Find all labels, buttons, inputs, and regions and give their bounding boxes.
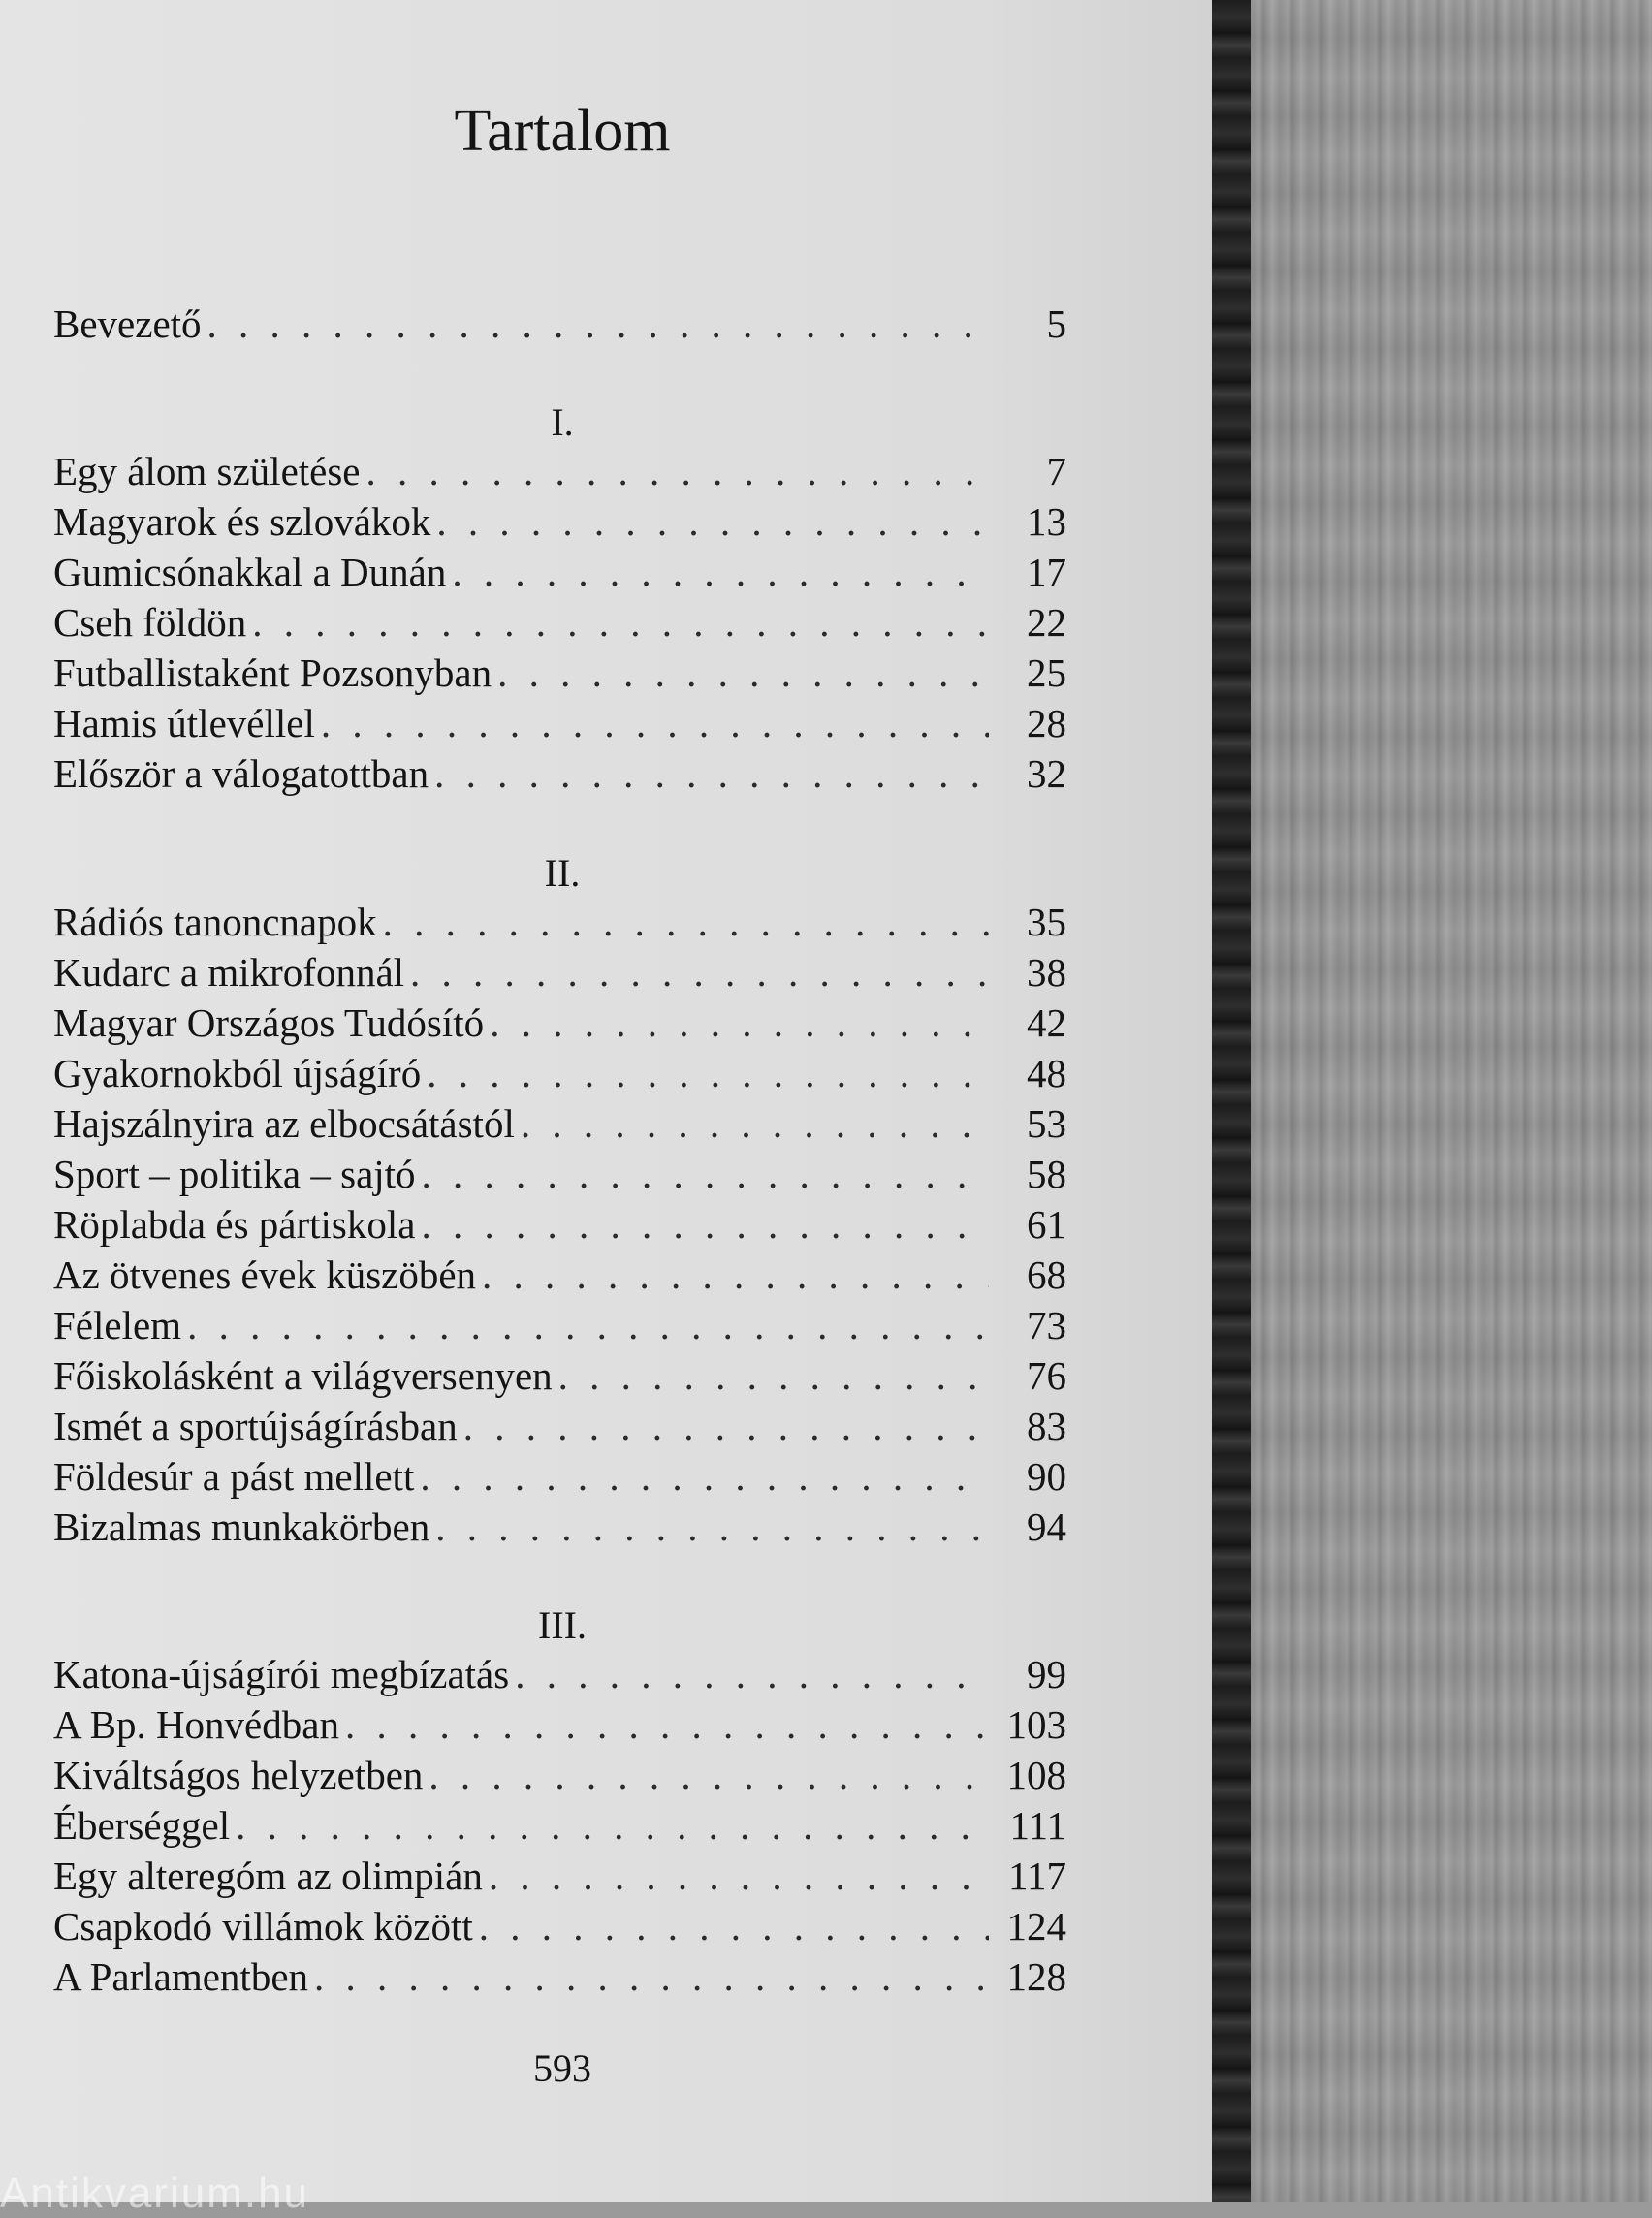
toc-leader-dots — [463, 1403, 989, 1449]
toc-entry-title: Csapkodó villámok között — [53, 1904, 473, 1949]
toc-entry — [53, 1352, 1066, 1403]
toc-entry — [53, 1100, 1066, 1151]
toc-entry-page: 94 — [1027, 1505, 1066, 1549]
toc-entry-title: Egy alteregóm az olimpián — [53, 1854, 483, 1898]
toc-entry — [53, 899, 1066, 949]
page-title: Tartalom — [454, 98, 671, 164]
toc-leader-dots — [490, 999, 989, 1046]
toc-entry — [53, 700, 1066, 750]
toc-leader-dots — [452, 549, 989, 595]
toc-entry-title: A Parlamentben — [53, 1954, 309, 1999]
toc-entry — [53, 549, 1066, 599]
toc-entry-title: Egy álom születése — [53, 449, 361, 493]
toc-leader-dots — [427, 1050, 989, 1096]
toc-entry-title: Magyarok és szlovákok — [53, 499, 431, 544]
toc-entry-page: 17 — [1027, 550, 1066, 594]
toc-leader-dots — [236, 1802, 989, 1849]
toc-entry-title: Cseh földön — [53, 600, 247, 645]
toc-entry-page: 61 — [1027, 1202, 1066, 1247]
watermark: Antikvarium.hu — [0, 2170, 310, 2217]
toc-entry-page: 111 — [1009, 1803, 1066, 1848]
toc-entry-page: 124 — [1006, 1904, 1066, 1949]
toc-entry-title: Katona-újságírói megbízatás — [53, 1652, 510, 1696]
toc-leader-dots — [436, 498, 989, 545]
toc-entry-page: 25 — [1027, 650, 1066, 695]
book-cover — [1251, 0, 1652, 2202]
toc-entry-page: 28 — [1027, 701, 1066, 745]
toc-leader-dots — [489, 1853, 989, 1899]
toc-entry-page: 90 — [1027, 1454, 1066, 1499]
toc-entry-page: 22 — [1027, 600, 1066, 645]
toc-entry-title: Kudarc a mikrofonnál — [53, 950, 405, 995]
toc-entry — [53, 999, 1066, 1050]
toc-leader-dots — [252, 599, 989, 646]
toc-entry-page: 13 — [1027, 499, 1066, 544]
toc-leader-dots — [479, 1903, 989, 1949]
toc-entry-page: 35 — [1027, 900, 1066, 944]
toc-leader-dots — [429, 1752, 989, 1798]
toc-entry-title: Rádiós tanoncnapok — [53, 900, 377, 944]
toc-entry-title: Hamis útlevéllel — [53, 701, 315, 745]
toc-entry — [53, 301, 1066, 351]
toc-entry — [53, 650, 1066, 700]
toc-leader-dots — [420, 1453, 989, 1500]
toc-entry-title: Földesúr a pást mellett — [53, 1454, 415, 1499]
toc-entry-page: 128 — [1006, 1954, 1066, 1999]
toc-entry-page: 38 — [1027, 950, 1066, 995]
toc-entry — [53, 1252, 1066, 1302]
toc-entry — [53, 1853, 1066, 1903]
toc-entry-page: 108 — [1006, 1753, 1066, 1797]
toc-leader-dots — [207, 301, 989, 347]
toc-entry-page: 68 — [1027, 1252, 1066, 1297]
toc-entry-page: 76 — [1027, 1353, 1066, 1398]
toc-entry — [53, 1651, 1066, 1701]
toc-entry-page: 53 — [1027, 1101, 1066, 1146]
toc-entry — [53, 498, 1066, 549]
toc-entry-page: 5 — [1046, 301, 1066, 346]
section-heading-2: II. — [544, 851, 581, 895]
toc-entry-title: Félelem — [53, 1303, 182, 1347]
toc-leader-dots — [421, 1201, 989, 1248]
toc-entry — [53, 949, 1066, 999]
toc-entry — [53, 1151, 1066, 1201]
toc-entry-page: 7 — [1046, 449, 1066, 493]
toc-entry-title: Kiváltságos helyzetben — [53, 1753, 424, 1797]
toc-leader-dots — [366, 448, 989, 494]
toc-leader-dots — [515, 1651, 989, 1697]
toc-entry-title: Sport – politika – sajtó — [53, 1152, 416, 1196]
toc-entry — [53, 1903, 1066, 1953]
toc-entry-title: A Bp. Honvédban — [53, 1702, 339, 1747]
toc-entry — [53, 1201, 1066, 1252]
toc-leader-dots — [497, 650, 989, 696]
toc-entry-page: 48 — [1027, 1051, 1066, 1095]
toc-entry-title: Főiskolásként a világversenyen — [53, 1353, 553, 1398]
toc-leader-dots — [410, 949, 989, 996]
toc-leader-dots — [314, 1953, 989, 2000]
toc-entry-title: Először a válogatottban — [53, 751, 429, 796]
toc-entry — [53, 1752, 1066, 1802]
toc-entry-title: Hajszálnyira az elbocsátástól — [53, 1101, 515, 1146]
toc-leader-dots — [345, 1701, 989, 1748]
toc-leader-dots — [434, 750, 989, 797]
toc-leader-dots — [521, 1100, 989, 1147]
toc-entry-title: Gumicsónakkal a Dunán — [53, 550, 447, 594]
toc-entry-page: 32 — [1027, 751, 1066, 796]
section-heading-3: III. — [538, 1603, 587, 1647]
toc-entry — [53, 1453, 1066, 1504]
toc-entry-page: 99 — [1027, 1652, 1066, 1696]
toc-entry-title: Éberséggel — [53, 1803, 231, 1848]
toc-entry-title: Bizalmas munkakörben — [53, 1505, 430, 1549]
toc-entry — [53, 1701, 1066, 1752]
toc-entry — [53, 599, 1066, 650]
toc-leader-dots — [435, 1504, 989, 1550]
toc-leader-dots — [321, 700, 989, 746]
toc-entry-page: 73 — [1027, 1303, 1066, 1347]
toc-entry-title: Bevezető — [53, 301, 202, 346]
toc-entry-page: 42 — [1027, 1000, 1066, 1045]
toc-entry-title: Ismét a sportújságírásban — [53, 1404, 458, 1448]
toc-entry-title: Röplabda és pártiskola — [53, 1202, 416, 1247]
section-heading-1: I. — [551, 400, 574, 444]
toc-leader-dots — [383, 899, 989, 945]
toc-leader-dots — [187, 1302, 989, 1348]
toc-entry — [53, 1953, 1066, 2004]
toc-entry-title: Az ötvenes évek küszöbén — [53, 1252, 477, 1297]
toc-entry-title: Gyakornokból újságíró — [53, 1051, 422, 1095]
book-spine — [1212, 0, 1251, 2202]
toc-entry — [53, 1050, 1066, 1100]
page-number: 593 — [533, 2046, 591, 2090]
toc-entry — [53, 1403, 1066, 1453]
toc-leader-dots — [558, 1352, 989, 1399]
toc-entry — [53, 1302, 1066, 1352]
toc-entry-page: 58 — [1027, 1152, 1066, 1196]
toc-entry — [53, 448, 1066, 498]
toc-entry — [53, 1504, 1066, 1554]
toc-leader-dots — [422, 1151, 989, 1197]
toc-entry-page: 83 — [1027, 1404, 1066, 1448]
toc-leader-dots — [482, 1252, 989, 1298]
toc-entry — [53, 1802, 1066, 1853]
toc-entry-title: Futballistaként Pozsonyban — [53, 650, 492, 695]
toc-entry-page: 103 — [1006, 1702, 1066, 1747]
toc-entry-page: 117 — [1008, 1854, 1066, 1898]
toc-entry-title: Magyar Országos Tudósító — [53, 1000, 485, 1045]
toc-entry — [53, 750, 1066, 801]
